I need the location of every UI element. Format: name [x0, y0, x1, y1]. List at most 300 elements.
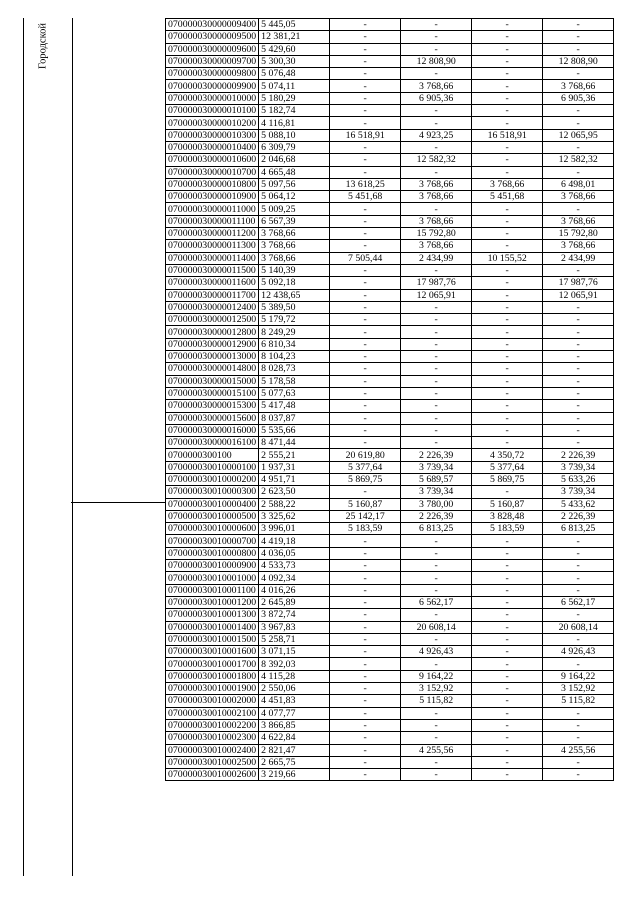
row-code-cell: 070000030000015000	[166, 375, 259, 387]
value-cell: -	[472, 314, 543, 326]
value-cell: -	[543, 43, 614, 55]
value-cell: -	[472, 215, 543, 227]
value-cell: -	[543, 68, 614, 80]
value-cell: -	[401, 560, 472, 572]
row-code-cell: 070000030000011400	[166, 252, 259, 264]
value-cell: 20 608,14	[543, 621, 614, 633]
value-cell: 4 036,05	[259, 547, 330, 559]
value-cell: 5 535,66	[259, 424, 330, 436]
value-cell: 4 951,71	[259, 473, 330, 485]
value-cell: -	[472, 646, 543, 658]
value-cell: -	[543, 560, 614, 572]
value-cell: -	[330, 535, 401, 547]
value-cell: -	[472, 756, 543, 768]
value-cell: -	[330, 424, 401, 436]
table-row	[166, 351, 614, 363]
value-cell: -	[401, 301, 472, 313]
value-cell: 2 226,39	[401, 449, 472, 461]
row-code-cell: 070000030000010200	[166, 117, 259, 129]
value-cell: -	[472, 560, 543, 572]
value-cell: -	[543, 707, 614, 719]
value-cell: -	[472, 400, 543, 412]
value-cell: -	[401, 31, 472, 43]
table-row	[166, 596, 614, 608]
table-row	[166, 769, 614, 781]
value-cell: 4 255,56	[543, 744, 614, 756]
value-cell: -	[330, 314, 401, 326]
table-row	[166, 43, 614, 55]
row-code-cell: 070000030010002400	[166, 744, 259, 756]
table-row	[166, 633, 614, 645]
value-cell: -	[330, 31, 401, 43]
value-cell: -	[472, 707, 543, 719]
value-cell: 12 808,90	[543, 55, 614, 67]
row-code-cell: 070000030010000400	[166, 498, 259, 510]
value-cell: -	[330, 154, 401, 166]
value-cell: 5 445,05	[259, 19, 330, 31]
district-label: Городской	[37, 22, 49, 70]
table-row	[166, 301, 614, 313]
value-cell: -	[401, 400, 472, 412]
value-cell: -	[330, 55, 401, 67]
value-cell: -	[330, 338, 401, 350]
value-cell: 9 164,22	[401, 670, 472, 682]
value-cell: -	[330, 719, 401, 731]
value-cell: -	[330, 646, 401, 658]
value-cell: -	[543, 412, 614, 424]
value-cell: -	[543, 572, 614, 584]
table-row	[166, 215, 614, 227]
row-code-cell: 070000030010002500	[166, 756, 259, 768]
value-cell: -	[472, 486, 543, 498]
value-cell: 4 926,43	[401, 646, 472, 658]
value-cell: -	[472, 437, 543, 449]
value-cell: 2 821,47	[259, 744, 330, 756]
value-cell: -	[401, 732, 472, 744]
table-row	[166, 461, 614, 473]
table-row	[166, 646, 614, 658]
value-cell: -	[472, 43, 543, 55]
value-cell: 5 183,59	[472, 523, 543, 535]
value-cell: 5 417,48	[259, 400, 330, 412]
value-cell: -	[330, 289, 401, 301]
value-cell: 4 092,34	[259, 572, 330, 584]
value-cell: 3 768,66	[401, 240, 472, 252]
row-code-cell: 070000030000010800	[166, 178, 259, 190]
value-cell: -	[330, 203, 401, 215]
value-cell: -	[472, 351, 543, 363]
value-cell: -	[401, 351, 472, 363]
row-code-cell: 070000030000015100	[166, 387, 259, 399]
district-column	[23, 18, 73, 876]
value-cell: 2 046,68	[259, 154, 330, 166]
table-row	[166, 19, 614, 31]
value-cell: 5 377,64	[330, 461, 401, 473]
value-cell: 5 869,75	[472, 473, 543, 485]
row-code-cell: 070000030000012400	[166, 301, 259, 313]
value-cell: 3 996,01	[259, 523, 330, 535]
value-cell: 2 434,99	[543, 252, 614, 264]
row-code-cell: 070000030010001700	[166, 658, 259, 670]
value-cell: 5 180,29	[259, 92, 330, 104]
value-cell: 12 808,90	[401, 55, 472, 67]
row-code-cell: 070000030000014800	[166, 363, 259, 375]
value-cell: 4 419,18	[259, 535, 330, 547]
value-cell: -	[401, 338, 472, 350]
value-cell: 2 550,06	[259, 683, 330, 695]
value-cell: -	[543, 756, 614, 768]
value-cell: -	[330, 412, 401, 424]
value-cell: 5 115,82	[401, 695, 472, 707]
value-cell: 3 739,34	[401, 486, 472, 498]
value-cell: -	[543, 363, 614, 375]
value-cell: -	[543, 19, 614, 31]
value-cell: 6 562,17	[401, 596, 472, 608]
row-code-cell: 070000030010000700	[166, 535, 259, 547]
value-cell: 5 300,30	[259, 55, 330, 67]
table-row	[166, 326, 614, 338]
row-code-cell: 070000030010001500	[166, 633, 259, 645]
row-code-cell: 070000030010001200	[166, 596, 259, 608]
row-code-cell: 070000030010000500	[166, 510, 259, 522]
value-cell: -	[401, 719, 472, 731]
value-cell: -	[472, 363, 543, 375]
value-cell: 6 309,79	[259, 141, 330, 153]
value-cell: 3 152,92	[543, 683, 614, 695]
value-cell: -	[472, 92, 543, 104]
table-row	[166, 154, 614, 166]
value-cell: -	[330, 707, 401, 719]
value-cell: 3 768,66	[543, 191, 614, 203]
value-cell: 5 689,57	[401, 473, 472, 485]
table-row	[166, 683, 614, 695]
value-cell: 3 768,66	[401, 80, 472, 92]
value-cell: -	[330, 92, 401, 104]
value-cell: 3 768,66	[472, 178, 543, 190]
value-cell: 3 219,66	[259, 769, 330, 781]
value-cell: 3 768,66	[543, 215, 614, 227]
value-cell: -	[472, 154, 543, 166]
value-cell: -	[472, 55, 543, 67]
value-cell: 5 097,56	[259, 178, 330, 190]
value-cell: -	[401, 19, 472, 31]
value-cell: 5 389,50	[259, 301, 330, 313]
value-cell: 5 451,68	[330, 191, 401, 203]
row-code-cell: 070000030000010900	[166, 191, 259, 203]
value-cell: -	[472, 547, 543, 559]
value-cell: 13 618,25	[330, 178, 401, 190]
value-cell: -	[330, 351, 401, 363]
value-cell: -	[330, 670, 401, 682]
value-cell: -	[330, 633, 401, 645]
value-cell: -	[401, 68, 472, 80]
value-cell: -	[543, 166, 614, 178]
row-code-cell: 070000030010002100	[166, 707, 259, 719]
value-cell: 4 116,81	[259, 117, 330, 129]
row-code-cell: 070000030010000200	[166, 473, 259, 485]
row-code-cell: 070000030000010600	[166, 154, 259, 166]
value-cell: -	[330, 744, 401, 756]
value-cell: -	[330, 400, 401, 412]
value-cell: 12 438,65	[259, 289, 330, 301]
table-row	[166, 338, 614, 350]
row-code-cell: 070000030000010700	[166, 166, 259, 178]
value-cell: 5 064,12	[259, 191, 330, 203]
table-row	[166, 437, 614, 449]
value-cell: -	[472, 289, 543, 301]
value-cell: 5 092,18	[259, 277, 330, 289]
value-cell: 20 619,80	[330, 449, 401, 461]
value-cell: -	[543, 264, 614, 276]
value-cell: -	[330, 683, 401, 695]
value-cell: -	[543, 584, 614, 596]
value-cell: 5 178,58	[259, 375, 330, 387]
table-row	[166, 695, 614, 707]
value-cell: -	[401, 166, 472, 178]
value-cell: -	[401, 387, 472, 399]
value-cell: 15 792,80	[543, 228, 614, 240]
row-code-cell: 070000030010001400	[166, 621, 259, 633]
value-cell: 5 258,71	[259, 633, 330, 645]
table-row	[166, 252, 614, 264]
value-cell: -	[401, 572, 472, 584]
table-row	[166, 240, 614, 252]
value-cell: -	[330, 264, 401, 276]
row-code-cell: 070000030010001100	[166, 584, 259, 596]
value-cell: -	[472, 117, 543, 129]
row-code-cell: 070000030010002000	[166, 695, 259, 707]
row-code-cell: 070000030000011200	[166, 228, 259, 240]
value-cell: -	[401, 141, 472, 153]
value-cell: 8 471,44	[259, 437, 330, 449]
value-cell: -	[401, 264, 472, 276]
value-cell: -	[543, 547, 614, 559]
value-cell: 5 115,82	[543, 695, 614, 707]
value-cell: -	[472, 609, 543, 621]
table-row	[166, 203, 614, 215]
value-cell: 4 016,26	[259, 584, 330, 596]
value-cell: 3 768,66	[401, 191, 472, 203]
value-cell: 5 451,68	[472, 191, 543, 203]
value-cell: -	[472, 203, 543, 215]
value-cell: -	[330, 141, 401, 153]
row-code-cell: 070000030000009500	[166, 31, 259, 43]
value-cell: 2 555,21	[259, 449, 330, 461]
value-cell: 17 987,76	[543, 277, 614, 289]
table-row	[166, 289, 614, 301]
table-row	[166, 80, 614, 92]
value-cell: 5 088,10	[259, 129, 330, 141]
value-cell: 16 518,91	[472, 129, 543, 141]
row-code-cell: 070000030000012800	[166, 326, 259, 338]
value-cell: -	[543, 633, 614, 645]
value-cell: -	[330, 486, 401, 498]
value-cell: 5 160,87	[472, 498, 543, 510]
table-row	[166, 92, 614, 104]
value-cell: 2 226,39	[401, 510, 472, 522]
value-cell: 8 104,23	[259, 351, 330, 363]
row-code-cell: 070000030000011700	[166, 289, 259, 301]
value-cell: 5 179,72	[259, 314, 330, 326]
value-cell: 4 923,25	[401, 129, 472, 141]
value-cell: -	[543, 326, 614, 338]
value-cell: -	[472, 633, 543, 645]
value-cell: -	[472, 683, 543, 695]
value-cell: -	[330, 105, 401, 117]
table-row	[166, 117, 614, 129]
value-cell: 5 077,63	[259, 387, 330, 399]
value-cell: -	[330, 215, 401, 227]
value-cell: -	[472, 584, 543, 596]
value-cell: -	[472, 264, 543, 276]
value-cell: -	[401, 117, 472, 129]
value-cell: 3 768,66	[401, 215, 472, 227]
value-cell: -	[401, 43, 472, 55]
value-cell: -	[472, 228, 543, 240]
table-row	[166, 191, 614, 203]
row-code-cell: 070000030000010400	[166, 141, 259, 153]
value-cell: -	[543, 314, 614, 326]
value-cell: -	[543, 769, 614, 781]
value-cell: -	[472, 166, 543, 178]
row-code-cell: 070000030010000100	[166, 461, 259, 473]
value-cell: -	[401, 375, 472, 387]
table-row	[166, 523, 614, 535]
value-cell: -	[472, 621, 543, 633]
value-cell: 4 077,77	[259, 707, 330, 719]
value-cell: 12 065,91	[543, 289, 614, 301]
table-row	[166, 55, 614, 67]
value-cell: 6 905,36	[543, 92, 614, 104]
row-code-cell: 070000030010000600	[166, 523, 259, 535]
value-cell: 4 533,73	[259, 560, 330, 572]
row-code-cell: 070000030000012900	[166, 338, 259, 350]
row-code-cell: 070000030010000800	[166, 547, 259, 559]
value-cell: 3 768,66	[543, 240, 614, 252]
value-cell: -	[330, 572, 401, 584]
value-cell: -	[543, 351, 614, 363]
value-cell: -	[543, 658, 614, 670]
value-cell: -	[472, 301, 543, 313]
value-cell: -	[401, 203, 472, 215]
table-row	[166, 105, 614, 117]
value-cell: -	[472, 68, 543, 80]
row-code-cell: 0700000300100	[166, 449, 259, 461]
value-cell: -	[472, 769, 543, 781]
value-cell: 6 810,34	[259, 338, 330, 350]
row-code-cell: 070000030010001600	[166, 646, 259, 658]
table-row	[166, 264, 614, 276]
value-cell: -	[472, 141, 543, 153]
table-row	[166, 707, 614, 719]
table-row	[166, 560, 614, 572]
table-row	[166, 412, 614, 424]
value-cell: -	[401, 658, 472, 670]
value-cell: 4 926,43	[543, 646, 614, 658]
value-cell: -	[472, 387, 543, 399]
row-code-cell: 070000030000010300	[166, 129, 259, 141]
row-code-cell: 070000030000011500	[166, 264, 259, 276]
table-row	[166, 658, 614, 670]
value-cell: 2 645,89	[259, 596, 330, 608]
value-cell: -	[330, 695, 401, 707]
value-cell: -	[330, 756, 401, 768]
value-cell: -	[543, 203, 614, 215]
value-cell: -	[330, 560, 401, 572]
table-row	[166, 621, 614, 633]
value-cell: 10 155,52	[472, 252, 543, 264]
table-row	[166, 609, 614, 621]
value-cell: 6 567,39	[259, 215, 330, 227]
row-code-cell: 070000030010001000	[166, 572, 259, 584]
table-row	[166, 756, 614, 768]
value-cell: 3 152,92	[401, 683, 472, 695]
value-cell: 3 866,85	[259, 719, 330, 731]
value-cell: -	[330, 68, 401, 80]
value-cell: 15 792,80	[401, 228, 472, 240]
value-cell: -	[472, 535, 543, 547]
table-row	[166, 535, 614, 547]
value-cell: -	[330, 19, 401, 31]
value-cell: 6 813,25	[543, 523, 614, 535]
row-code-cell: 070000030010001900	[166, 683, 259, 695]
value-cell: 3 768,66	[543, 80, 614, 92]
value-cell: 3 768,66	[259, 240, 330, 252]
table-row	[166, 141, 614, 153]
value-cell: -	[330, 609, 401, 621]
table-row	[166, 387, 614, 399]
value-cell: -	[472, 277, 543, 289]
value-cell: 8 028,73	[259, 363, 330, 375]
value-cell: 5 377,64	[472, 461, 543, 473]
value-cell: 6 813,25	[401, 523, 472, 535]
value-cell: -	[472, 695, 543, 707]
table-row	[166, 547, 614, 559]
value-cell: 12 582,32	[401, 154, 472, 166]
row-code-cell: 070000030000011000	[166, 203, 259, 215]
value-cell: -	[401, 707, 472, 719]
value-cell: -	[543, 105, 614, 117]
value-cell: -	[472, 375, 543, 387]
row-code-cell: 070000030000009900	[166, 80, 259, 92]
value-cell: -	[472, 80, 543, 92]
value-cell: 1 937,31	[259, 461, 330, 473]
value-cell: -	[472, 31, 543, 43]
value-cell: 4 622,84	[259, 732, 330, 744]
table-row	[166, 68, 614, 80]
row-code-cell: 070000030010001300	[166, 609, 259, 621]
value-cell: -	[543, 375, 614, 387]
value-cell: -	[543, 535, 614, 547]
value-cell: -	[330, 658, 401, 670]
value-cell: 2 434,99	[401, 252, 472, 264]
value-cell: -	[330, 375, 401, 387]
value-cell: 4 451,83	[259, 695, 330, 707]
value-cell: -	[401, 584, 472, 596]
value-cell: -	[401, 412, 472, 424]
value-cell: -	[472, 670, 543, 682]
value-cell: 2 226,39	[543, 449, 614, 461]
value-cell: -	[543, 141, 614, 153]
value-cell: -	[472, 105, 543, 117]
value-cell: 3 828,48	[472, 510, 543, 522]
value-cell: 2 588,22	[259, 498, 330, 510]
table-row	[166, 449, 614, 461]
table-row	[166, 498, 614, 510]
value-cell: -	[330, 277, 401, 289]
value-cell: 3 739,34	[401, 461, 472, 473]
value-cell: -	[401, 769, 472, 781]
